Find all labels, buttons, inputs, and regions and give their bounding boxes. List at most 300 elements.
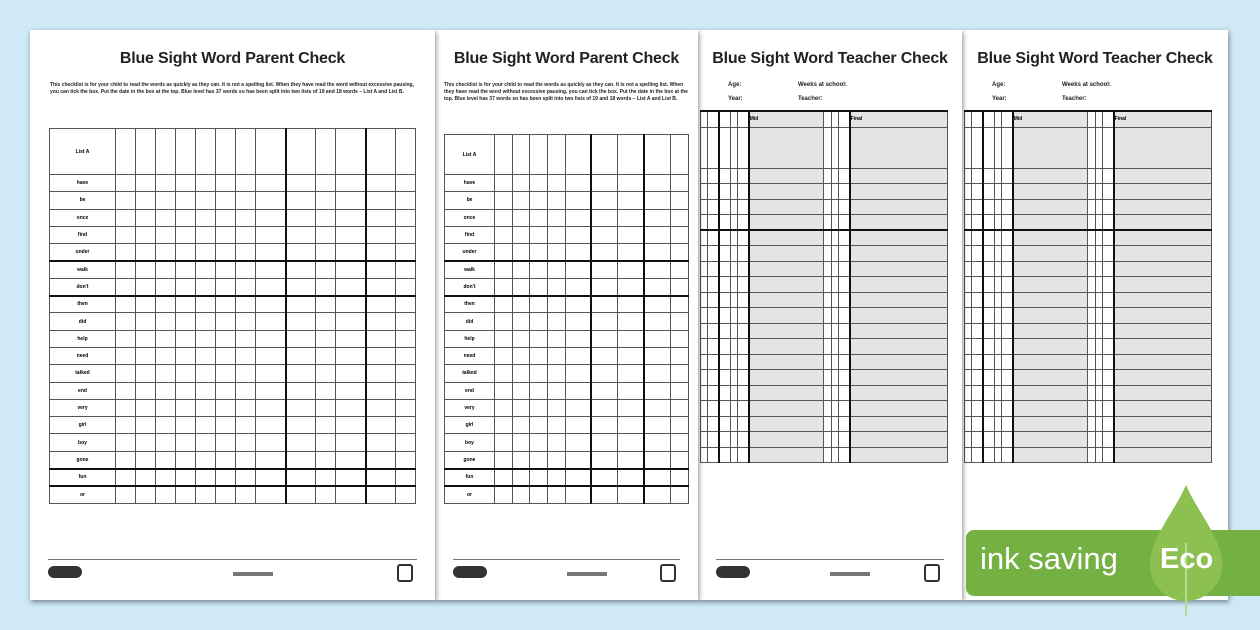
tick-cell[interactable] xyxy=(591,330,617,347)
tick-cell[interactable] xyxy=(671,330,689,347)
check-cell[interactable] xyxy=(719,416,730,432)
tick-cell[interactable] xyxy=(565,209,591,226)
check-cell[interactable] xyxy=(824,401,831,417)
tick-cell[interactable] xyxy=(216,209,236,226)
check-cell[interactable] xyxy=(972,370,983,386)
check-cell[interactable] xyxy=(994,308,1001,324)
check-cell[interactable] xyxy=(965,370,972,386)
tick-cell[interactable] xyxy=(286,365,316,382)
tick-cell[interactable] xyxy=(236,261,256,278)
check-cell[interactable] xyxy=(839,246,850,262)
tick-cell[interactable] xyxy=(286,451,316,468)
check-cell[interactable] xyxy=(1095,339,1102,355)
tick-cell[interactable] xyxy=(591,244,617,261)
tick-cell[interactable] xyxy=(530,330,548,347)
check-cell[interactable] xyxy=(1088,246,1095,262)
check-cell[interactable] xyxy=(1114,230,1212,246)
check-cell[interactable] xyxy=(850,385,948,401)
tick-cell[interactable] xyxy=(644,330,670,347)
check-cell[interactable] xyxy=(994,127,1001,168)
tick-cell[interactable] xyxy=(591,226,617,243)
check-cell[interactable] xyxy=(994,111,1001,127)
tick-cell[interactable] xyxy=(512,365,530,382)
tick-cell[interactable] xyxy=(512,209,530,226)
tick-cell[interactable] xyxy=(644,313,670,330)
tick-cell[interactable] xyxy=(530,399,548,416)
tick-cell[interactable] xyxy=(618,244,644,261)
tick-cell[interactable] xyxy=(396,244,416,261)
tick-cell[interactable] xyxy=(256,469,286,486)
check-cell[interactable] xyxy=(701,292,708,308)
tick-cell[interactable] xyxy=(644,365,670,382)
tick-cell[interactable] xyxy=(116,382,136,399)
check-cell[interactable] xyxy=(708,323,719,339)
tick-cell[interactable] xyxy=(196,313,216,330)
check-cell[interactable] xyxy=(749,339,824,355)
tick-cell[interactable] xyxy=(156,175,176,192)
tick-cell[interactable] xyxy=(176,469,196,486)
tick-cell[interactable] xyxy=(644,296,670,313)
check-cell[interactable] xyxy=(831,370,838,386)
tick-cell[interactable] xyxy=(547,469,565,486)
tick-cell[interactable] xyxy=(618,347,644,364)
tick-cell[interactable] xyxy=(176,261,196,278)
check-cell[interactable] xyxy=(719,432,730,448)
tick-cell[interactable] xyxy=(396,434,416,451)
date-cell[interactable] xyxy=(495,135,513,175)
check-cell[interactable] xyxy=(738,199,749,215)
tick-cell[interactable] xyxy=(366,296,396,313)
tick-cell[interactable] xyxy=(336,226,366,243)
tick-cell[interactable] xyxy=(336,244,366,261)
tick-cell[interactable] xyxy=(644,382,670,399)
check-cell[interactable] xyxy=(983,277,994,293)
check-cell[interactable] xyxy=(738,261,749,277)
tick-cell[interactable] xyxy=(396,486,416,503)
tick-cell[interactable] xyxy=(176,382,196,399)
check-cell[interactable] xyxy=(1013,370,1088,386)
tick-cell[interactable] xyxy=(196,278,216,295)
tick-cell[interactable] xyxy=(512,417,530,434)
check-cell[interactable] xyxy=(983,261,994,277)
check-cell[interactable] xyxy=(983,215,994,231)
tick-cell[interactable] xyxy=(618,278,644,295)
check-cell[interactable] xyxy=(719,246,730,262)
tick-cell[interactable] xyxy=(644,486,670,503)
tick-cell[interactable] xyxy=(671,399,689,416)
tick-cell[interactable] xyxy=(316,434,336,451)
tick-cell[interactable] xyxy=(286,226,316,243)
check-cell[interactable] xyxy=(719,230,730,246)
check-cell[interactable] xyxy=(983,385,994,401)
tick-cell[interactable] xyxy=(286,192,316,209)
tick-cell[interactable] xyxy=(495,399,513,416)
check-cell[interactable] xyxy=(965,261,972,277)
check-cell[interactable] xyxy=(719,184,730,200)
check-cell[interactable] xyxy=(749,323,824,339)
date-cell[interactable] xyxy=(512,135,530,175)
check-cell[interactable] xyxy=(730,416,737,432)
tick-cell[interactable] xyxy=(530,417,548,434)
check-cell[interactable] xyxy=(1088,432,1095,448)
tick-cell[interactable] xyxy=(671,261,689,278)
tick-cell[interactable] xyxy=(256,486,286,503)
check-cell[interactable] xyxy=(994,184,1001,200)
tick-cell[interactable] xyxy=(316,226,336,243)
tick-cell[interactable] xyxy=(286,347,316,364)
tick-cell[interactable] xyxy=(366,226,396,243)
check-cell[interactable] xyxy=(1103,277,1114,293)
tick-cell[interactable] xyxy=(156,296,176,313)
check-cell[interactable] xyxy=(1103,447,1114,463)
tick-cell[interactable] xyxy=(565,261,591,278)
check-cell[interactable] xyxy=(1095,261,1102,277)
tick-cell[interactable] xyxy=(547,313,565,330)
tick-cell[interactable] xyxy=(116,192,136,209)
check-cell[interactable] xyxy=(1088,292,1095,308)
check-cell[interactable] xyxy=(719,215,730,231)
tick-cell[interactable] xyxy=(512,382,530,399)
check-cell[interactable] xyxy=(730,432,737,448)
check-cell[interactable] xyxy=(730,246,737,262)
tick-cell[interactable] xyxy=(156,330,176,347)
check-cell[interactable] xyxy=(1114,168,1212,184)
tick-cell[interactable] xyxy=(136,330,156,347)
tick-cell[interactable] xyxy=(196,244,216,261)
tick-cell[interactable] xyxy=(116,296,136,313)
check-cell[interactable] xyxy=(1002,184,1013,200)
check-cell[interactable] xyxy=(1002,292,1013,308)
tick-cell[interactable] xyxy=(618,226,644,243)
check-cell[interactable] xyxy=(749,354,824,370)
check-cell[interactable] xyxy=(730,339,737,355)
check-cell[interactable] xyxy=(1095,215,1102,231)
tick-cell[interactable] xyxy=(336,278,366,295)
check-cell[interactable] xyxy=(749,292,824,308)
tick-cell[interactable] xyxy=(591,486,617,503)
tick-cell[interactable] xyxy=(156,192,176,209)
tick-cell[interactable] xyxy=(530,434,548,451)
tick-cell[interactable] xyxy=(336,261,366,278)
tick-cell[interactable] xyxy=(156,347,176,364)
check-cell[interactable] xyxy=(824,370,831,386)
tick-cell[interactable] xyxy=(216,192,236,209)
tick-cell[interactable] xyxy=(336,296,366,313)
tick-cell[interactable] xyxy=(176,434,196,451)
tick-cell[interactable] xyxy=(671,469,689,486)
tick-cell[interactable] xyxy=(396,261,416,278)
tick-cell[interactable] xyxy=(286,278,316,295)
check-cell[interactable] xyxy=(972,385,983,401)
tick-cell[interactable] xyxy=(591,313,617,330)
check-cell[interactable] xyxy=(708,168,719,184)
tick-cell[interactable] xyxy=(256,451,286,468)
check-cell[interactable] xyxy=(972,184,983,200)
check-cell[interactable] xyxy=(965,416,972,432)
check-cell[interactable] xyxy=(738,432,749,448)
tick-cell[interactable] xyxy=(495,261,513,278)
check-cell[interactable] xyxy=(850,432,948,448)
tick-cell[interactable] xyxy=(286,296,316,313)
tick-cell[interactable] xyxy=(495,486,513,503)
tick-cell[interactable] xyxy=(396,347,416,364)
check-cell[interactable] xyxy=(850,370,948,386)
tick-cell[interactable] xyxy=(547,365,565,382)
check-cell[interactable] xyxy=(701,127,708,168)
check-cell[interactable] xyxy=(983,354,994,370)
check-cell[interactable] xyxy=(1114,401,1212,417)
check-cell[interactable] xyxy=(839,385,850,401)
tick-cell[interactable] xyxy=(156,417,176,434)
check-cell[interactable] xyxy=(972,447,983,463)
check-cell[interactable] xyxy=(824,308,831,324)
tick-cell[interactable] xyxy=(512,261,530,278)
check-cell[interactable] xyxy=(1088,127,1095,168)
date-cell[interactable] xyxy=(547,135,565,175)
tick-cell[interactable] xyxy=(176,486,196,503)
check-cell[interactable] xyxy=(1114,432,1212,448)
check-cell[interactable] xyxy=(1013,199,1088,215)
check-cell[interactable] xyxy=(1088,277,1095,293)
check-cell[interactable] xyxy=(1002,447,1013,463)
tick-cell[interactable] xyxy=(336,486,366,503)
date-cell[interactable] xyxy=(196,129,216,175)
tick-cell[interactable] xyxy=(256,175,286,192)
check-cell[interactable] xyxy=(824,199,831,215)
tick-cell[interactable] xyxy=(196,365,216,382)
check-cell[interactable] xyxy=(1002,354,1013,370)
tick-cell[interactable] xyxy=(618,330,644,347)
tick-cell[interactable] xyxy=(366,417,396,434)
tick-cell[interactable] xyxy=(565,469,591,486)
check-cell[interactable] xyxy=(1002,168,1013,184)
tick-cell[interactable] xyxy=(547,261,565,278)
tick-cell[interactable] xyxy=(236,278,256,295)
tick-cell[interactable] xyxy=(176,278,196,295)
tick-cell[interactable] xyxy=(176,330,196,347)
check-cell[interactable] xyxy=(965,323,972,339)
tick-cell[interactable] xyxy=(565,330,591,347)
tick-cell[interactable] xyxy=(644,209,670,226)
tick-cell[interactable] xyxy=(671,347,689,364)
check-cell[interactable] xyxy=(839,354,850,370)
check-cell[interactable] xyxy=(1114,246,1212,262)
tick-cell[interactable] xyxy=(256,434,286,451)
tick-cell[interactable] xyxy=(512,313,530,330)
check-cell[interactable] xyxy=(738,401,749,417)
check-cell[interactable] xyxy=(730,292,737,308)
check-cell[interactable] xyxy=(1013,168,1088,184)
tick-cell[interactable] xyxy=(136,486,156,503)
date-cell[interactable] xyxy=(316,129,336,175)
check-cell[interactable] xyxy=(839,215,850,231)
check-cell[interactable] xyxy=(831,230,838,246)
tick-cell[interactable] xyxy=(216,399,236,416)
check-cell[interactable] xyxy=(965,339,972,355)
tick-cell[interactable] xyxy=(547,175,565,192)
tick-cell[interactable] xyxy=(671,382,689,399)
check-cell[interactable] xyxy=(839,339,850,355)
check-cell[interactable] xyxy=(1095,127,1102,168)
check-cell[interactable] xyxy=(1095,308,1102,324)
tick-cell[interactable] xyxy=(495,192,513,209)
tick-cell[interactable] xyxy=(591,278,617,295)
check-cell[interactable] xyxy=(983,401,994,417)
check-cell[interactable] xyxy=(701,339,708,355)
tick-cell[interactable] xyxy=(495,469,513,486)
check-cell[interactable] xyxy=(850,401,948,417)
tick-cell[interactable] xyxy=(565,347,591,364)
tick-cell[interactable] xyxy=(366,244,396,261)
tick-cell[interactable] xyxy=(565,486,591,503)
check-cell[interactable] xyxy=(965,277,972,293)
tick-cell[interactable] xyxy=(236,244,256,261)
tick-cell[interactable] xyxy=(136,365,156,382)
check-cell[interactable] xyxy=(1088,184,1095,200)
check-cell[interactable] xyxy=(824,447,831,463)
check-cell[interactable] xyxy=(983,432,994,448)
check-cell[interactable] xyxy=(839,199,850,215)
date-cell[interactable] xyxy=(618,135,644,175)
check-cell[interactable] xyxy=(701,447,708,463)
tick-cell[interactable] xyxy=(286,244,316,261)
tick-cell[interactable] xyxy=(671,434,689,451)
check-cell[interactable] xyxy=(850,292,948,308)
check-cell[interactable] xyxy=(1095,385,1102,401)
tick-cell[interactable] xyxy=(216,226,236,243)
tick-cell[interactable] xyxy=(136,347,156,364)
tick-cell[interactable] xyxy=(495,347,513,364)
check-cell[interactable] xyxy=(994,230,1001,246)
tick-cell[interactable] xyxy=(396,451,416,468)
check-cell[interactable] xyxy=(972,127,983,168)
check-cell[interactable] xyxy=(965,184,972,200)
check-cell[interactable] xyxy=(1114,184,1212,200)
tick-cell[interactable] xyxy=(512,347,530,364)
date-cell[interactable] xyxy=(396,129,416,175)
check-cell[interactable] xyxy=(1088,111,1095,127)
check-cell[interactable] xyxy=(1114,308,1212,324)
tick-cell[interactable] xyxy=(565,382,591,399)
tick-cell[interactable] xyxy=(366,382,396,399)
tick-cell[interactable] xyxy=(366,347,396,364)
check-cell[interactable] xyxy=(1095,111,1102,127)
tick-cell[interactable] xyxy=(116,209,136,226)
check-cell[interactable] xyxy=(1103,370,1114,386)
check-cell[interactable] xyxy=(1088,323,1095,339)
check-cell[interactable] xyxy=(850,215,948,231)
tick-cell[interactable] xyxy=(316,382,336,399)
tick-cell[interactable] xyxy=(116,347,136,364)
check-cell[interactable] xyxy=(983,199,994,215)
tick-cell[interactable] xyxy=(366,192,396,209)
tick-cell[interactable] xyxy=(136,192,156,209)
check-cell[interactable] xyxy=(1013,230,1088,246)
tick-cell[interactable] xyxy=(547,486,565,503)
tick-cell[interactable] xyxy=(286,434,316,451)
check-cell[interactable] xyxy=(839,370,850,386)
check-cell[interactable] xyxy=(1103,385,1114,401)
tick-cell[interactable] xyxy=(216,330,236,347)
tick-cell[interactable] xyxy=(156,244,176,261)
tick-cell[interactable] xyxy=(618,365,644,382)
check-cell[interactable] xyxy=(1095,401,1102,417)
tick-cell[interactable] xyxy=(671,365,689,382)
tick-cell[interactable] xyxy=(176,451,196,468)
check-cell[interactable] xyxy=(730,385,737,401)
check-cell[interactable] xyxy=(738,308,749,324)
check-cell[interactable] xyxy=(749,261,824,277)
tick-cell[interactable] xyxy=(176,365,196,382)
check-cell[interactable] xyxy=(831,416,838,432)
check-cell[interactable] xyxy=(730,215,737,231)
tick-cell[interactable] xyxy=(336,347,366,364)
tick-cell[interactable] xyxy=(116,486,136,503)
check-cell[interactable] xyxy=(1088,447,1095,463)
date-cell[interactable] xyxy=(530,135,548,175)
check-cell[interactable] xyxy=(994,323,1001,339)
check-cell[interactable] xyxy=(1095,447,1102,463)
tick-cell[interactable] xyxy=(366,261,396,278)
check-cell[interactable] xyxy=(708,339,719,355)
tick-cell[interactable] xyxy=(136,261,156,278)
tick-cell[interactable] xyxy=(116,278,136,295)
check-cell[interactable] xyxy=(730,261,737,277)
tick-cell[interactable] xyxy=(286,399,316,416)
date-cell[interactable] xyxy=(216,129,236,175)
check-cell[interactable] xyxy=(738,385,749,401)
check-cell[interactable] xyxy=(719,339,730,355)
check-cell[interactable] xyxy=(708,416,719,432)
tick-cell[interactable] xyxy=(196,192,216,209)
check-cell[interactable] xyxy=(738,246,749,262)
check-cell[interactable] xyxy=(972,308,983,324)
check-cell[interactable] xyxy=(850,184,948,200)
tick-cell[interactable] xyxy=(512,296,530,313)
check-cell[interactable] xyxy=(701,261,708,277)
tick-cell[interactable] xyxy=(176,209,196,226)
tick-cell[interactable] xyxy=(530,365,548,382)
check-cell[interactable] xyxy=(738,215,749,231)
tick-cell[interactable] xyxy=(286,486,316,503)
tick-cell[interactable] xyxy=(236,469,256,486)
date-cell[interactable] xyxy=(136,129,156,175)
check-cell[interactable] xyxy=(738,354,749,370)
tick-cell[interactable] xyxy=(512,451,530,468)
check-cell[interactable] xyxy=(749,447,824,463)
tick-cell[interactable] xyxy=(495,278,513,295)
tick-cell[interactable] xyxy=(512,226,530,243)
tick-cell[interactable] xyxy=(591,399,617,416)
check-cell[interactable] xyxy=(738,127,749,168)
check-cell[interactable] xyxy=(708,111,719,127)
tick-cell[interactable] xyxy=(236,417,256,434)
check-cell[interactable] xyxy=(839,447,850,463)
check-cell[interactable] xyxy=(1095,323,1102,339)
check-cell[interactable] xyxy=(701,215,708,231)
check-cell[interactable] xyxy=(1088,401,1095,417)
check-cell[interactable] xyxy=(965,127,972,168)
tick-cell[interactable] xyxy=(216,313,236,330)
tick-cell[interactable] xyxy=(136,278,156,295)
check-cell[interactable] xyxy=(1095,199,1102,215)
tick-cell[interactable] xyxy=(236,382,256,399)
check-cell[interactable] xyxy=(1088,370,1095,386)
tick-cell[interactable] xyxy=(336,451,366,468)
tick-cell[interactable] xyxy=(176,226,196,243)
tick-cell[interactable] xyxy=(156,226,176,243)
check-cell[interactable] xyxy=(1013,127,1088,168)
